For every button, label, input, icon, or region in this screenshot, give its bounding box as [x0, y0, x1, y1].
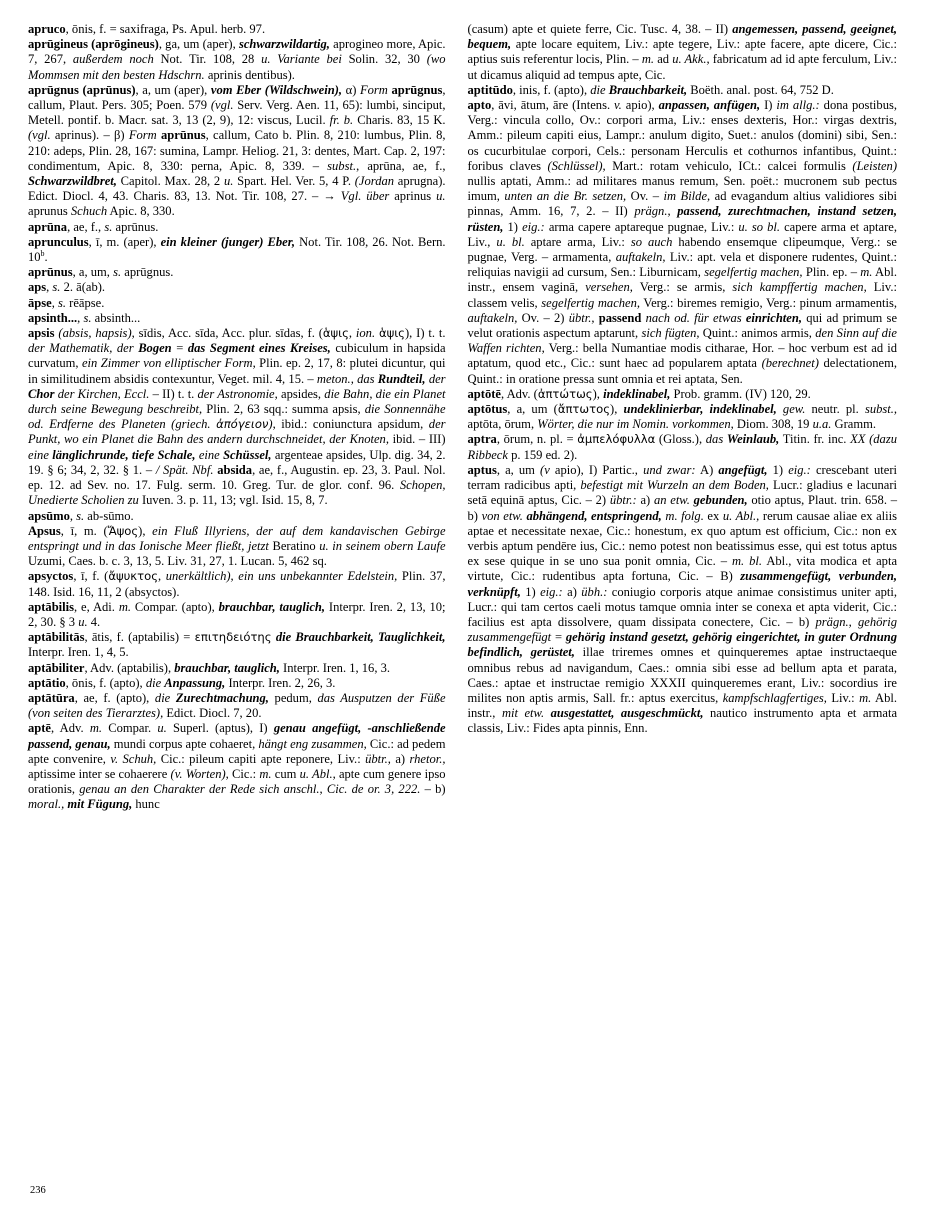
dictionary-entry: Apsus, ī, m. (Ἄψος), ein Fluß Illyriens, der auf dem kandavischen Gebirge entspringt und in das Ionische Meer fließt, jetzt Beratino u. in seinem obern Laufe Uzumi, Caes. b. c. 3, 13, 5. Liv. 31, 27, 1. Lucan. 5, 462 sq. [28, 523, 446, 569]
page-columns [28, 22, 897, 813]
dictionary-entry: aprunculus, ī, m. (aper), ein kleiner (junger) Eber, Not. Tir. 108, 26. Not. Bern. 10$^b$. [28, 234, 446, 265]
page-number: 236 [30, 1185, 46, 1196]
dictionary-entry: aptus, a, um (v apio), I) Partic., und zwar: A) angefügt, 1) eig.: crescebant uteri terram radicibus apti, befestigt mit Wurzeln an dem Boden, Lucr.: gladius e lacunari setā equinā aptus, Cic. – 2) übtr.: a) an etw. gebunden, otio aptus, Plaut. trin. 658. – b) von etw. abhängend, entspringend, m. folg. ex u. Abl., rerum causae aliae ex aliis aptae et necessitate nexae, Cic.: honestum, ex quo aptum est officium, Cic.: non ex verbis aptum pendēre ius, Cic.: nemo potest non beatissimus esse, qui est totus aptus ex sese quique in se uno sua ponit omnia, Cic. – m. bl. Abl., vita modica et apta virtute, Cic.: rudentibus apta fortuna, Cic. – B) zusammengefügt, verbunden, verknüpft, 1) eig.: a) übh.: coniugio corporis atque animae consistimus uniter apti, Lucr.: qui tam certos caeli motus tamque omnia inter se conexa et apta viderit, Cic.: facilius est apta dissolvere, quam dissipata conectere, Cic. – b) prägn., gehörig zusammengefügt = gehörig instand gesetzt, gehörig eingerichtet, in guter Ordnung befindlich, gerüstet, illae triremes omnes et quinqueremes aptae instructaeque omnibus rebus ad navigandum, Caes.: omnia sibi esse ad bellum apta et parata, Caes.: aptae et instructae remigio XXXII quinqueremes erant, Liv.: socordius ire milites non aptis armis, Sall. fr.: aptus exercitus, kampfschlagfertiges, Liv.: m. Abl. instr., mit etw. ausgestattet, ausgeschmückt, nautico instrumento apta et armata classis, Liv.: Fides apta pinnis, Enn. [467, 462, 898, 736]
dictionary-entry: aprūna, ae, f., s. aprūnus. [28, 219, 159, 234]
dictionary-entry: apruco, ōnis, f. = saxifraga, Ps. Apul. herb. 97. [28, 22, 266, 36]
dictionary-entry: aprūgineus (aprōgineus), ga, um (aper), schwarzwildartig, aprogineo more, Apic. 7, 267, außerdem noch Not. Tir. 108, 28 u. Variante bei Solin. 32, 30 (wo Mommsen mit den besten Hdschrn. aprinis dentibus). [28, 37, 446, 82]
dictionary-entry: aps, s. 2. ā(ab). [28, 280, 106, 295]
dictionary-entry: apsyctos, ī, f. (ἄψυκτος, unerkältlich), ein uns unbekannter Edelstein, Plin. 37, 148. Isid. 16, 11, 2 (absyctos). [28, 569, 446, 599]
dictionary-entry: aptōtus, a, um (ἄπτωτος), undeklinierbar, indeklinabel, gew. neutr. pl. subst., aptōta, ōrum, Wörter, die nur im Nomin. vorkommen, Diom. 308, 19 u.a. Gramm. [467, 402, 898, 432]
dictionary-entry: aptābilitās, ātis, f. (aptabilis) = επιτηδειότης die Brauchbarkeit, Tauglichkeit, Interpr. Iren. 1, 4, 5. [28, 630, 446, 660]
dictionary-entry: apsūmo, s. ab-sūmo. [28, 508, 134, 523]
dictionary-entry: aptra, ōrum, n. pl. = ἀμπελόφυλλα (Gloss.), das Weinlaub, Titin. fr. inc. XX (dazu Ribbeck p. 159 ed. 2). [467, 432, 897, 462]
dictionary-entry: aprūgnus (aprūnus), a, um (aper), vom Eber (Wildschwein), α) Form aprūgnus, callum, Plaut. Pers. 305; Poen. 579 (vgl. Serv. Verg. Aen. 11, 65): lumbi, sinciput, Metell. pontif. b. Macr. sat. 3, 13 (2, 9), 12: viscus, Lucil. fr. b. Charis. 83, 15 K. (vgl. aprinus). – β) Form aprūnus, callum, Cato b. Plin. 8, 210: lumbus, Plin. 8, 210: adeps, Plin. 28, 167: sumina, Lampr. Heliog. 21, 3: dentes, Mart. Cap. 2, 197: condimentum, Apic. 8, 330: perna, Apic. 8, 339. – subst., aprūna, ae, f., Schwarzwildbret, Capitol. Max. 28, 2 u. Spart. Hel. Ver. 5, 4 P. (Jordan aprugna). Edict. Diocl. 4, 43. Charis. 83, 13. Not. Tir. 108, 27. – → Vgl. über aprinus u. aprunus Schuch Apic. 8, 330. [28, 82, 446, 219]
dictionary-entry: āpse, s. rēāpse. [28, 295, 105, 310]
dictionary-entry: aptātio, ōnis, f. (apto), die Anpassung, Interpr. Iren. 2, 26, 3. [28, 675, 336, 690]
dictionary-entry: apto, āvi, ātum, āre (Intens. v. apio), anpassen, anfügen, I) im allg.: dona postibus, Verg.: vincula collo, Ov.: corpori arma, Liv.: enses dexteris, Hor.: virgas dextris, Amm.: pileum capiti eius, Lampr.: anulum digito, Suet.: anulos (domini) sibi, Sen.: os cucurbitulae corpori, Cels.: personam Herculis et cothurnos infantibus, Quint.: foribus claves (Schlüssel), Mart.: rotam vehiculo, ICt.: calcei formulis (Leisten) nullis aptati, Amm.: ad militares manus remum, Sen. poët.: mucronem sub pectus imum, unten an die Br. setzen, Ov. – im Bilde, ad evagandum altius validiores sibi pinnas, Amm. 16, 7, 2. – II) prägn., passend, zurechtmachen, instand setzen, rüsten, 1) eig.: arma capere aptareque pugnae, Liv.: u. so bl. capere arma et aptare, Liv., u. bl. aptare arma, Liv.: so auch habendo ensemque clipeumque, Verg.: se pugnae, Verg. – armamenta, auftakeln, Liv.: apt. vela et disponere rudentes, Quint.: reliquias navigii ad cursum, Sen.: Liburnicam, segelfertig machen, Plin. ep. – m. Abl. instr., ensem vaginā, versehen, Verg.: se armis, sich kampffertig machen, Liv.: classem velis, segelfertig machen, Verg.: biremes remigio, Verg.: pinum armamentis, auftakeln, Ov. – 2) übtr., passend nach od. für etwas einrichten, qui ad primum se velut orationis aspectum aptarunt, sich fügten, Quint.: animos armis, den Sinn auf die Waffen richten, Verg.: bella Numantiae modis citharae, Hor. – hoc verbum est ad id aptatum, quod etc., Cic.: sunt haec ad popularem aptata (berechnet) delectationem, Quint.: in oratione pressa sunt omnia et rei aptata, Sen. [467, 98, 898, 386]
dictionary-entry: aptitūdo, inis, f. (apto), die Brauchbarkeit, Boëth. anal. post. 64, 752 D. [467, 82, 834, 97]
left-column [28, 22, 446, 813]
dictionary-entry: apsis (absis, hapsis), sīdis, Acc. sīda, Acc. plur. sīdas, f. (ἁψις, ion. ἁψις), I) t. t. der Mathematik, der Bogen = das Segment eines Kreises, cubiculum in hapsida curvatum, ein Zimmer von elliptischer Form, Plin. ep. 2, 17, 8: plutei dicuntur, qui in similitudinem absidis contexuntur, Veget. mil. 4, 15. – meton., das Rundteil, der Chor der Kirchen, Eccl. – II) t. t. der Astronomie, apsides, die Bahn, die ein Planet durch seine Bewegung beschreibt, Plin. 2, 63 sqq.: summa apsis, die Sonnennähe od. Erdferne des Planeten (griech. ἀπόγειον), ibid.: coniunctura apsidum, der Punkt, wo ein Planet die Bahn des andern durchschneidet, der Knoten, ibid. – III) eine länglichrunde, tiefe Schale, eine Schüssel, argenteae apsides, Ulp. dig. 34, 2. 19. § 6; 34, 2, 32. § 1. – / Spät. Nbf. absida, ae, f., Augustin. ep. 23, 3. Paul. Nol. ep. 12. ad Sev. no. 17. Fulg. serm. 10. Greg. Tur. de glor. conf. 96. Schopen, Unedierte Scholien zu Iuven. 3. p. 11, 13; vgl. Isid. 15, 8, 7. [28, 326, 446, 508]
dictionary-entry: aptē, Adv. m. Compar. u. Superl. (aptus), I) genau angefügt, -anschließende passend, genau, mundi corpus apte cohaeret, hängt eng zusammen, Cic.: ad pedem apte convenire, v. Schuh, Cic.: pileum capiti apte reponere, Liv.: übtr., a) rhetor., aptissime inter se cohaerere (v. Worten), Cic.: m. cum u. Abl., apte cum genere ipso orationis, genau an den Charakter der Rede sich anschl., Cic. de or. 3, 222. – b) moral., mit Fügung, hunc [28, 721, 446, 812]
dictionary-entry: aptābiliter, Adv. (aptabilis), brauchbar, tauglich, Interpr. Iren. 1, 16, 3. [28, 660, 391, 675]
dictionary-entry: aptābilis, e, Adi. m. Compar. (apto), brauchbar, tauglich, Interpr. Iren. 2, 13, 10; 2, 30. § 3 u. 4. [28, 599, 446, 629]
dictionary-entry: aptōtē, Adv. (ἀπτώτως), indeklinabel, Prob. gramm. (IV) 120, 29. [467, 386, 811, 401]
dictionary-entry: aprūnus, a, um, s. aprūgnus. [28, 265, 174, 280]
dictionary-entry: apsinth..., s. absinth... [28, 310, 141, 325]
dictionary-entry-continuation: (casum) apte et quiete ferre, Cic. Tusc. 4, 38. – II) angemessen, passend, geeignet, bequem, apte locare equitem, Liv.: apte tegere, Liv.: apte facere, apte dicere, Cic.: aptius suis referentur locis, Plin. – m. ad u. Akk., fabricatum ad id apte ferculum, Liv.: ut dicamus aliquid ad tempus apte, Cic. [467, 22, 897, 82]
dictionary-entry: aptātūra, ae, f. (apto), die Zurechtmachung, pedum, das Ausputzen der Füße (von seiten des Tierarztes), Edict. Diocl. 7, 20. [28, 690, 446, 721]
right-column [468, 22, 897, 737]
